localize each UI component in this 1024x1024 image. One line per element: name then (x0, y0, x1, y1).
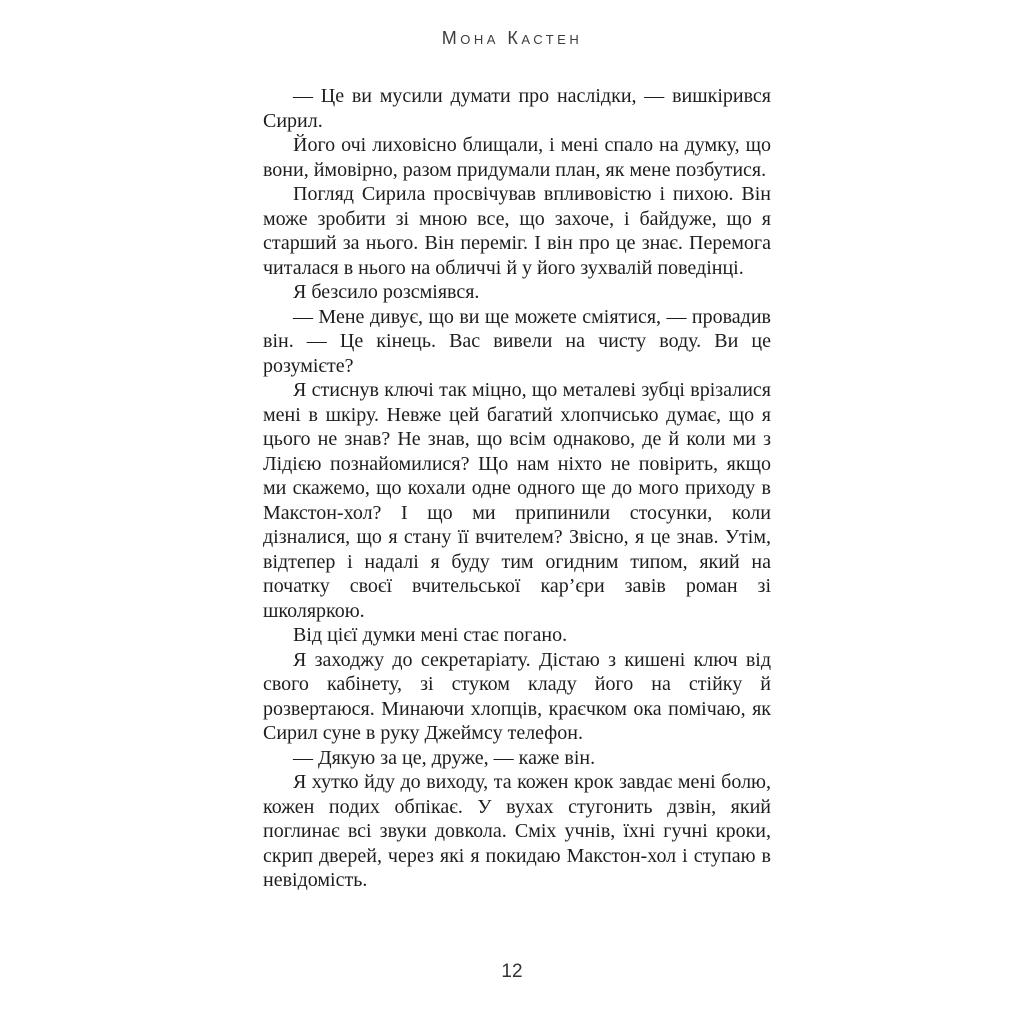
paragraph: — Це ви мусили думати про наслідки, — вишкірився Сирил. (263, 85, 771, 132)
author-name: Мона Кастен (441, 28, 583, 48)
paragraph: Я безсило розсміявся. (293, 281, 480, 303)
paragraph: Погляд Сирила просвічував впливовістю і пихою. Він може зробити зі мною все, що захоче, і байдуже, що я старший за нього. Він переміг. І він про це знає. Перемога читалася в нього на обличчі й у його зухвалій поведінці. (263, 183, 771, 279)
page-footer (0, 961, 1024, 983)
running-header (0, 29, 1024, 47)
paragraph: Я хутко йду до виходу, та кожен крок завдає мені болю, кожен подих обпікає. У вухах стугонить дзвін, який поглинає всі звуки довкола. Сміх учнів, їхні гучні кроки, скрип дверей, через які я покидаю Макстон-хол і ступаю в невідомість. (263, 771, 771, 891)
paragraph: Від цієї думки мені стає погано. (293, 624, 568, 646)
paragraph: Я стиснув ключі так міцно, що металеві зубці врізалися мені в шкіру. Невже цей багатий хлопчисько думає, що я цього не знав? Не знав, що всім однаково, де й коли ми з Лідією познайомилися? Що нам ніхто не повірить, якщо ми скажемо, що кохали одне одного ще до мого приходу в Макстон-хол? І що ми припинили стосунки, коли дізналися, що я стану її вчителем? Звісно, я це знав. Утім, відтепер і надалі я буду тим огидним типом, який на початку своєї вчительської кар’єри завів роман зі школяркою. (263, 379, 771, 622)
paragraph: — Мене дивує, що ви ще можете сміятися, — провадив він. — Це кінець. Вас вивели на чисту воду. Ви це розумієте? (263, 305, 771, 377)
page-number: 12 (501, 961, 523, 982)
paragraph: Його очі лиховісно блищали, і мені спало на думку, що вони, ймовірно, разом придумали план, як мене позбутися. (263, 134, 771, 181)
body-text (263, 84, 771, 893)
paragraph: — Дякую за це, друже, — каже він. (293, 746, 596, 769)
paragraph: Я заходжу до секретаріату. Дістаю з кишені ключ від свого кабінету, зі стуком кладу його на стійку й розвертаюся. Минаючи хлопців, краєчком ока помічаю, як Сирил суне в руку Джеймсу телефон. (263, 648, 771, 744)
